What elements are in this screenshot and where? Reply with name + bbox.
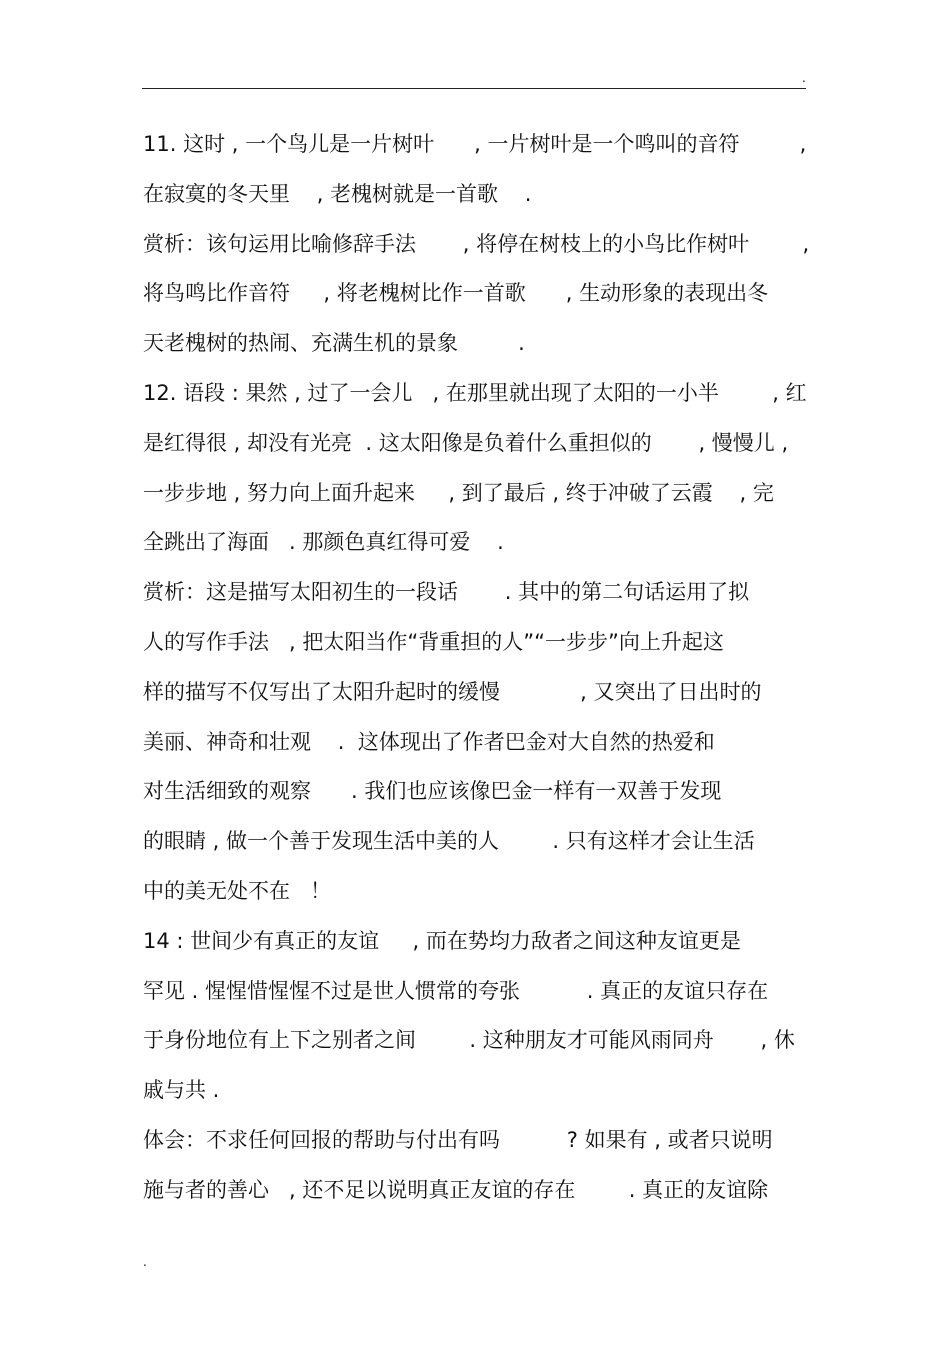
text-line: 在寂寞的冬天里 , 老槐树就是一首歌 .: [143, 181, 532, 206]
text-line: 是红得很 , 却没有光亮 . 这太阳像是负着什么重担似的 , 慢慢儿 ,: [143, 430, 789, 455]
text-line: 体会：不求任何回报的帮助与付出有吗 ? 如果有 , 或者只说明: [143, 1127, 773, 1152]
text-line: 全跳出了海面 . 那颜色真红得可爱 .: [143, 530, 504, 555]
header-dot: .: [802, 71, 806, 85]
text-line: 赏析：该句运用比喻修辞手法 , 将停在树枝上的小鸟比作树叶 ,: [143, 231, 810, 256]
text-line: 12. 语段 : 果然 , 过了一会儿 , 在那里就出现了太阳的一小半 , 红: [143, 380, 807, 405]
text-line: 天老槐树的热闹、充满生机的景象 .: [143, 331, 525, 356]
text-line: 戚与共 .: [143, 1078, 220, 1103]
text-line: 对生活细致的观察 . 我们也应该像巴金一样有一双善于发现: [143, 779, 722, 804]
text-line: 施与者的善心 , 还不足以说明真正友谊的存在 . 真正的友谊除: [143, 1177, 769, 1202]
text-line: 的眼睛 , 做一个善于发现生活中美的人 . 只有这样才会让生活: [143, 829, 755, 854]
text-line: 将鸟鸣比作音符 , 将老槐树比作一首歌 , 生动形象的表现出冬: [143, 281, 769, 306]
text-line: 于身份地位有上下之别者之间 . 这种朋友才可能风雨同舟 , 休: [143, 1028, 795, 1053]
text-line: 一步步地 , 努力向上面升起来 , 到了最后 , 终于冲破了云霞 , 完: [143, 480, 774, 505]
text-line: 美丽、神奇和壮观 . 这体现出了作者巴金对大自然的热爱和: [143, 729, 715, 754]
document-body: [143, 120, 823, 1216]
text-line: 人的写作手法 , 把太阳当作“背重担的人”“一步步”向上升起这: [143, 629, 724, 654]
text-line: 样的描写不仅写出了太阳升起时的缓慢 , 又突出了日出时的: [143, 679, 762, 704]
text-line: 14 : 世间少有真正的友谊 , 而在势均力敌者之间这种友谊更是: [143, 928, 741, 953]
footer-dot: .: [143, 1255, 147, 1269]
text-line: 罕见 . 惺惺惜惺惺不过是世人惯常的夸张 . 真正的友谊只存在: [143, 978, 769, 1003]
header-rule: [142, 88, 806, 89]
text-line: 赏析：这是描写太阳初生的一段话 . 其中的第二句话运用了拟: [143, 580, 750, 605]
text-line: 中的美无处不在 ！: [143, 878, 332, 903]
text-line: 11. 这时 , 一个鸟儿是一片树叶 , 一片树叶是一个鸣叫的音符 ,: [143, 132, 807, 156]
